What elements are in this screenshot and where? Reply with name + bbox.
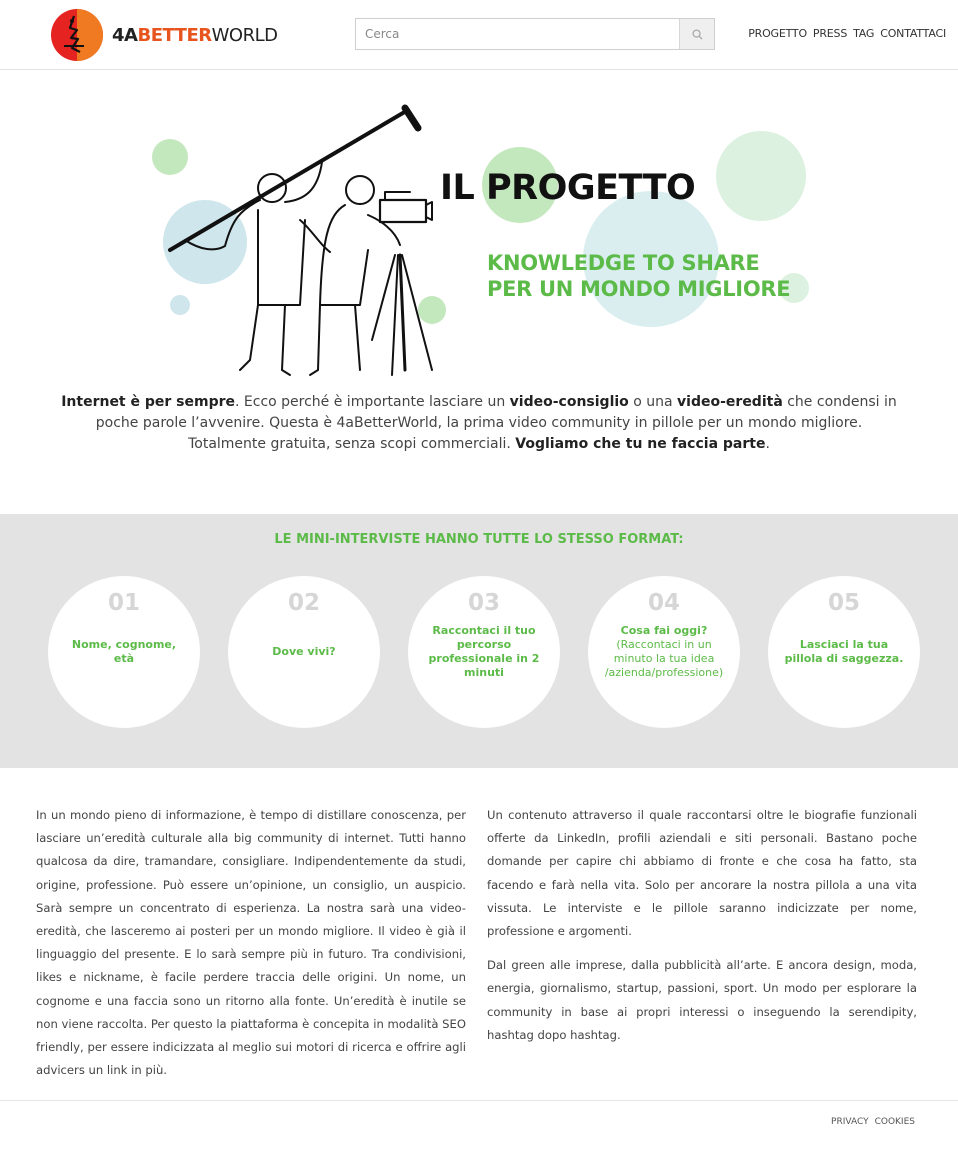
site-logo[interactable] [50, 8, 278, 62]
step-question-text: Lasciaci la tua pillola di saggezza. [784, 638, 904, 665]
body-paragraph: Un contenuto attraverso il quale raccontarsi oltre le biografie funzionali offerte da LinkedIn, profili aziendali e siti personali. Bastano poche domande per capire chi abbiamo di fronte e che cosa ha fatto, sta facendo e farà nella vita. Solo per ancorare la nostra pillola a una vita vissuta. Le interviste e le pillole saranno indicizzate per nome, professione e argomenti. [487, 808, 917, 939]
format-step-2 [228, 576, 380, 728]
format-step-4 [588, 576, 740, 728]
step-number: 05 [827, 590, 860, 616]
format-title: LE MINI-INTERVISTE HANNO TUTTE LO STESSO FORMAT: [274, 532, 684, 547]
format-section [0, 514, 958, 768]
nav-item-progetto[interactable]: PROGETTO [748, 27, 807, 40]
logo-wordmark [112, 25, 278, 46]
step-number: 02 [287, 590, 320, 616]
logo-prefix: 4A [112, 24, 138, 46]
step-question-text: Nome, cognome, età [71, 638, 177, 665]
step-question-text: Cosa fai oggi? [620, 624, 708, 637]
hero-subtitle-line1: KNOWLEDGE TO SHARE [487, 251, 760, 275]
step-question [422, 624, 546, 680]
intro-bold-2: video-consiglio [509, 394, 629, 410]
search-input[interactable] [356, 19, 680, 49]
search-button[interactable] [679, 19, 714, 49]
format-step-1 [48, 576, 200, 728]
intro-bold-1: Internet è per sempre [61, 394, 235, 410]
footer-link-cookies[interactable]: COOKIES [874, 1117, 915, 1127]
step-number: 01 [107, 590, 140, 616]
intro-bold-4: Vogliamo che tu ne faccia parte [515, 436, 766, 452]
logo-middle: BETTER [137, 24, 212, 46]
body-right-column [487, 804, 917, 1058]
body-paragraph: In un mondo pieno di informazione, è tempo di distillare conoscenza, per lasciare un’eredità culturale alla big community di internet. Tutti hanno qualcosa da dire, tramandare, consigliare. Indipendentemente da studi, origine, professione. Può essere un’opinione, un consiglio, un auspicio. Sarà sempre un concentrato di esperienza. La nostra sarà una video-eredità, che lasceremo ai posteri per un mondo migliore. Il video è già il linguaggio del presente. E lo sarà sempre più in futuro. Tra condivisioni, likes e nickname, è facile perdere traccia delle origini. Un nome, un cognome e una faccia sono un ritorno alla fonte. Un’eredità è inutile se non viene raccolta. Per questo la piattaforma è concepita in modalità SEO friendly, per essere indicizzata al meglio sui motori di ricerca e offrire agli advicers un link in più. [36, 808, 466, 1078]
step-number: 04 [647, 590, 680, 616]
step-question-text: Dove vivi? [272, 645, 336, 658]
search-box [355, 18, 715, 50]
nav-item-tag[interactable]: TAG [853, 27, 875, 40]
footer-links [831, 1117, 915, 1127]
step-question [602, 624, 726, 680]
hero-illustration [0, 70, 958, 380]
intro-bold-3: video-eredità [677, 394, 783, 410]
hero-subtitle [487, 250, 790, 302]
main-nav [748, 27, 946, 40]
format-step-3 [408, 576, 560, 728]
logo-mark-icon [50, 8, 104, 62]
step-question [62, 638, 186, 666]
body-paragraph: Dal green alle imprese, dalla pubblicità all’arte. E ancora design, moda, energia, giornalismo, startup, passioni, sport. Un modo per esplorare la community in base ai propri interessi o inseguendo la serendipity, hashtag dopo hashtag. [487, 958, 917, 1042]
intro-text-1: . Ecco perché è importante lasciare un [235, 394, 510, 410]
hero-subtitle-line2: PER UN MONDO MIGLIORE [487, 277, 791, 301]
step-question-text: Raccontaci il tuo percorso professionale in 2 minuti [428, 624, 540, 679]
nav-item-press[interactable]: PRESS [812, 27, 848, 40]
intro-text-4: . [765, 436, 770, 452]
intro-text-3: che condensi in poche parole l’avvenire. Questa è 4aBetterWorld, la prima video community in pillole per un mondo migliore. Totalmente gratuita, senza scopi commerciali. [95, 394, 897, 452]
search-icon [692, 29, 703, 40]
step-note: (Raccontaci in un minuto la tua idea /azienda/professione) [604, 638, 724, 679]
logo-suffix: WORLD [211, 24, 278, 46]
step-question [242, 645, 366, 659]
step-number: 03 [467, 590, 500, 616]
intro-paragraph [60, 392, 898, 455]
intro-text-2: o una [628, 394, 678, 410]
page-title: IL PROGETTO [440, 168, 696, 208]
format-step-5 [768, 576, 920, 728]
body-left-column [36, 804, 466, 1093]
site-footer [0, 1100, 958, 1155]
nav-item-contattaci[interactable]: CONTATTACI [880, 27, 946, 40]
site-header [0, 0, 958, 70]
step-question [782, 638, 906, 666]
footer-link-privacy[interactable]: PRIVACY [831, 1117, 869, 1127]
hero-section [0, 70, 958, 514]
